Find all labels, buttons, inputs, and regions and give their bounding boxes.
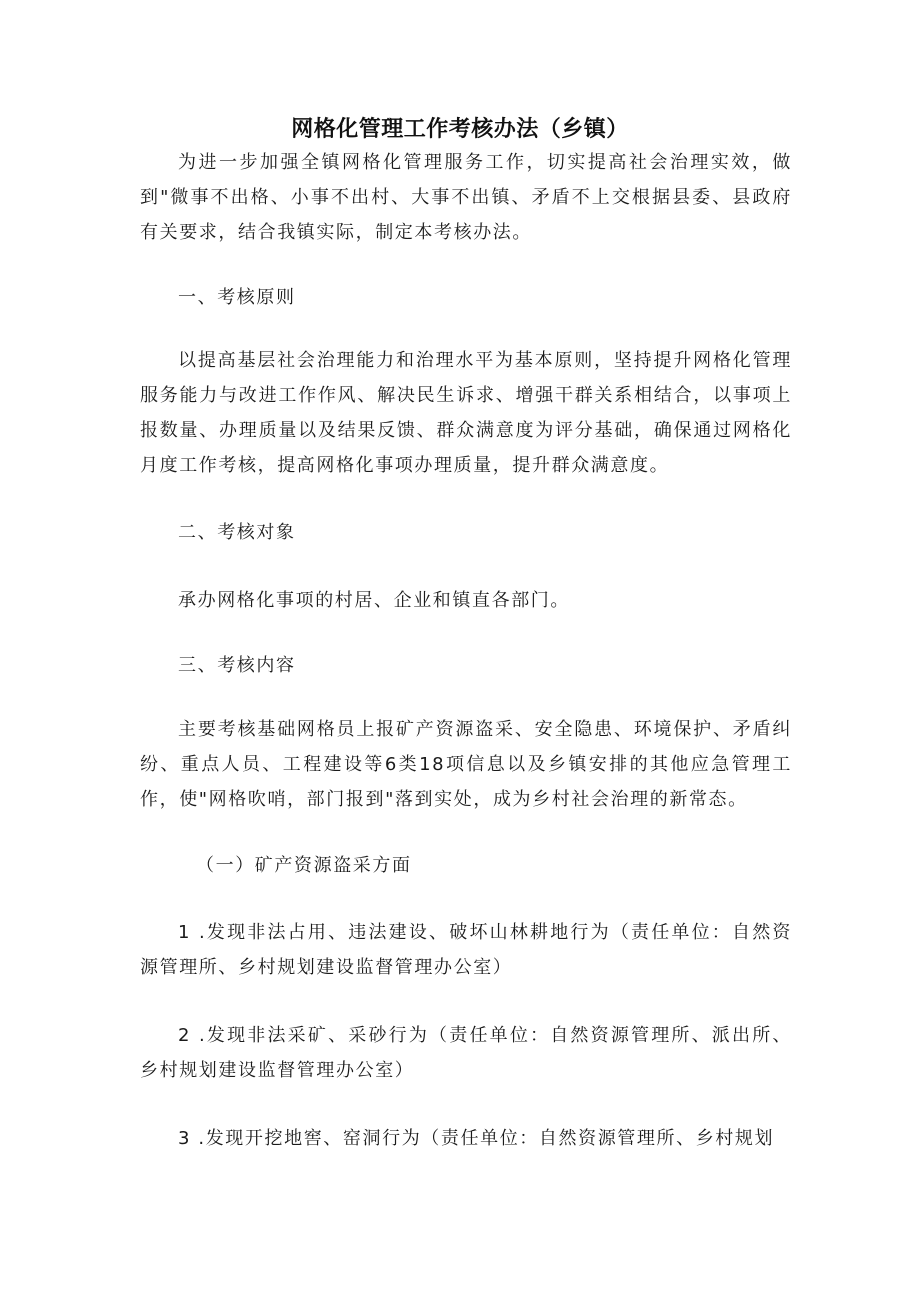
list-item: 3 .发现开挖地窖、窑洞行为（责任单位：自然资源管理所、乡村规划 xyxy=(178,1128,775,1149)
document-title: 网格化管理工作考核办法（乡镇） xyxy=(291,117,629,142)
list-item: 1 .发现非法占用、违法建设、破坏山林耕地行为（责任单位：自然资源管理所、乡村规划建设监督管理办公室） xyxy=(140,922,792,978)
section-body-principles: 以提高基层社会治理能力和治理水平为基本原则，坚持提升网格化管理服务能力与改进工作作风、解决民生诉求、增强干群关系相结合，以事项上报数量、办理质量以及结果反馈、群众满意度为评分基础，确保通过网格化月度工作考核，提高网格化事项办理质量，提升群众满意度。 xyxy=(140,350,792,476)
intro-paragraph: 为进一步加强全镇网格化管理服务工作，切实提高社会治理实效，做到"微事不出格、小事不出村、大事不出镇、矛盾不上交根据县委、县政府有关要求，结合我镇实际，制定本考核办法。 xyxy=(140,152,792,243)
section-body-targets: 承办网格化事项的村居、企业和镇直各部门。 xyxy=(178,590,570,611)
section-heading-content: 三、考核内容 xyxy=(178,655,296,676)
section-heading-targets: 二、考核对象 xyxy=(178,522,296,543)
list-item: 2 .发现非法采矿、采砂行为（责任单位：自然资源管理所、派出所、乡村规划建设监督管理办公室） xyxy=(140,1025,792,1081)
subsection-heading-mining: （一）矿产资源盗采方面 xyxy=(196,855,412,876)
section-body-content: 主要考核基础网格员上报矿产资源盗采、安全隐患、环境保护、矛盾纠纷、重点人员、工程建设等6类18项信息以及乡镇安排的其他应急管理工作，使"网格吹哨，部门报到"落到实处，成为乡村社会治理的新常态。 xyxy=(140,719,792,810)
section-heading-principles: 一、考核原则 xyxy=(178,287,296,308)
